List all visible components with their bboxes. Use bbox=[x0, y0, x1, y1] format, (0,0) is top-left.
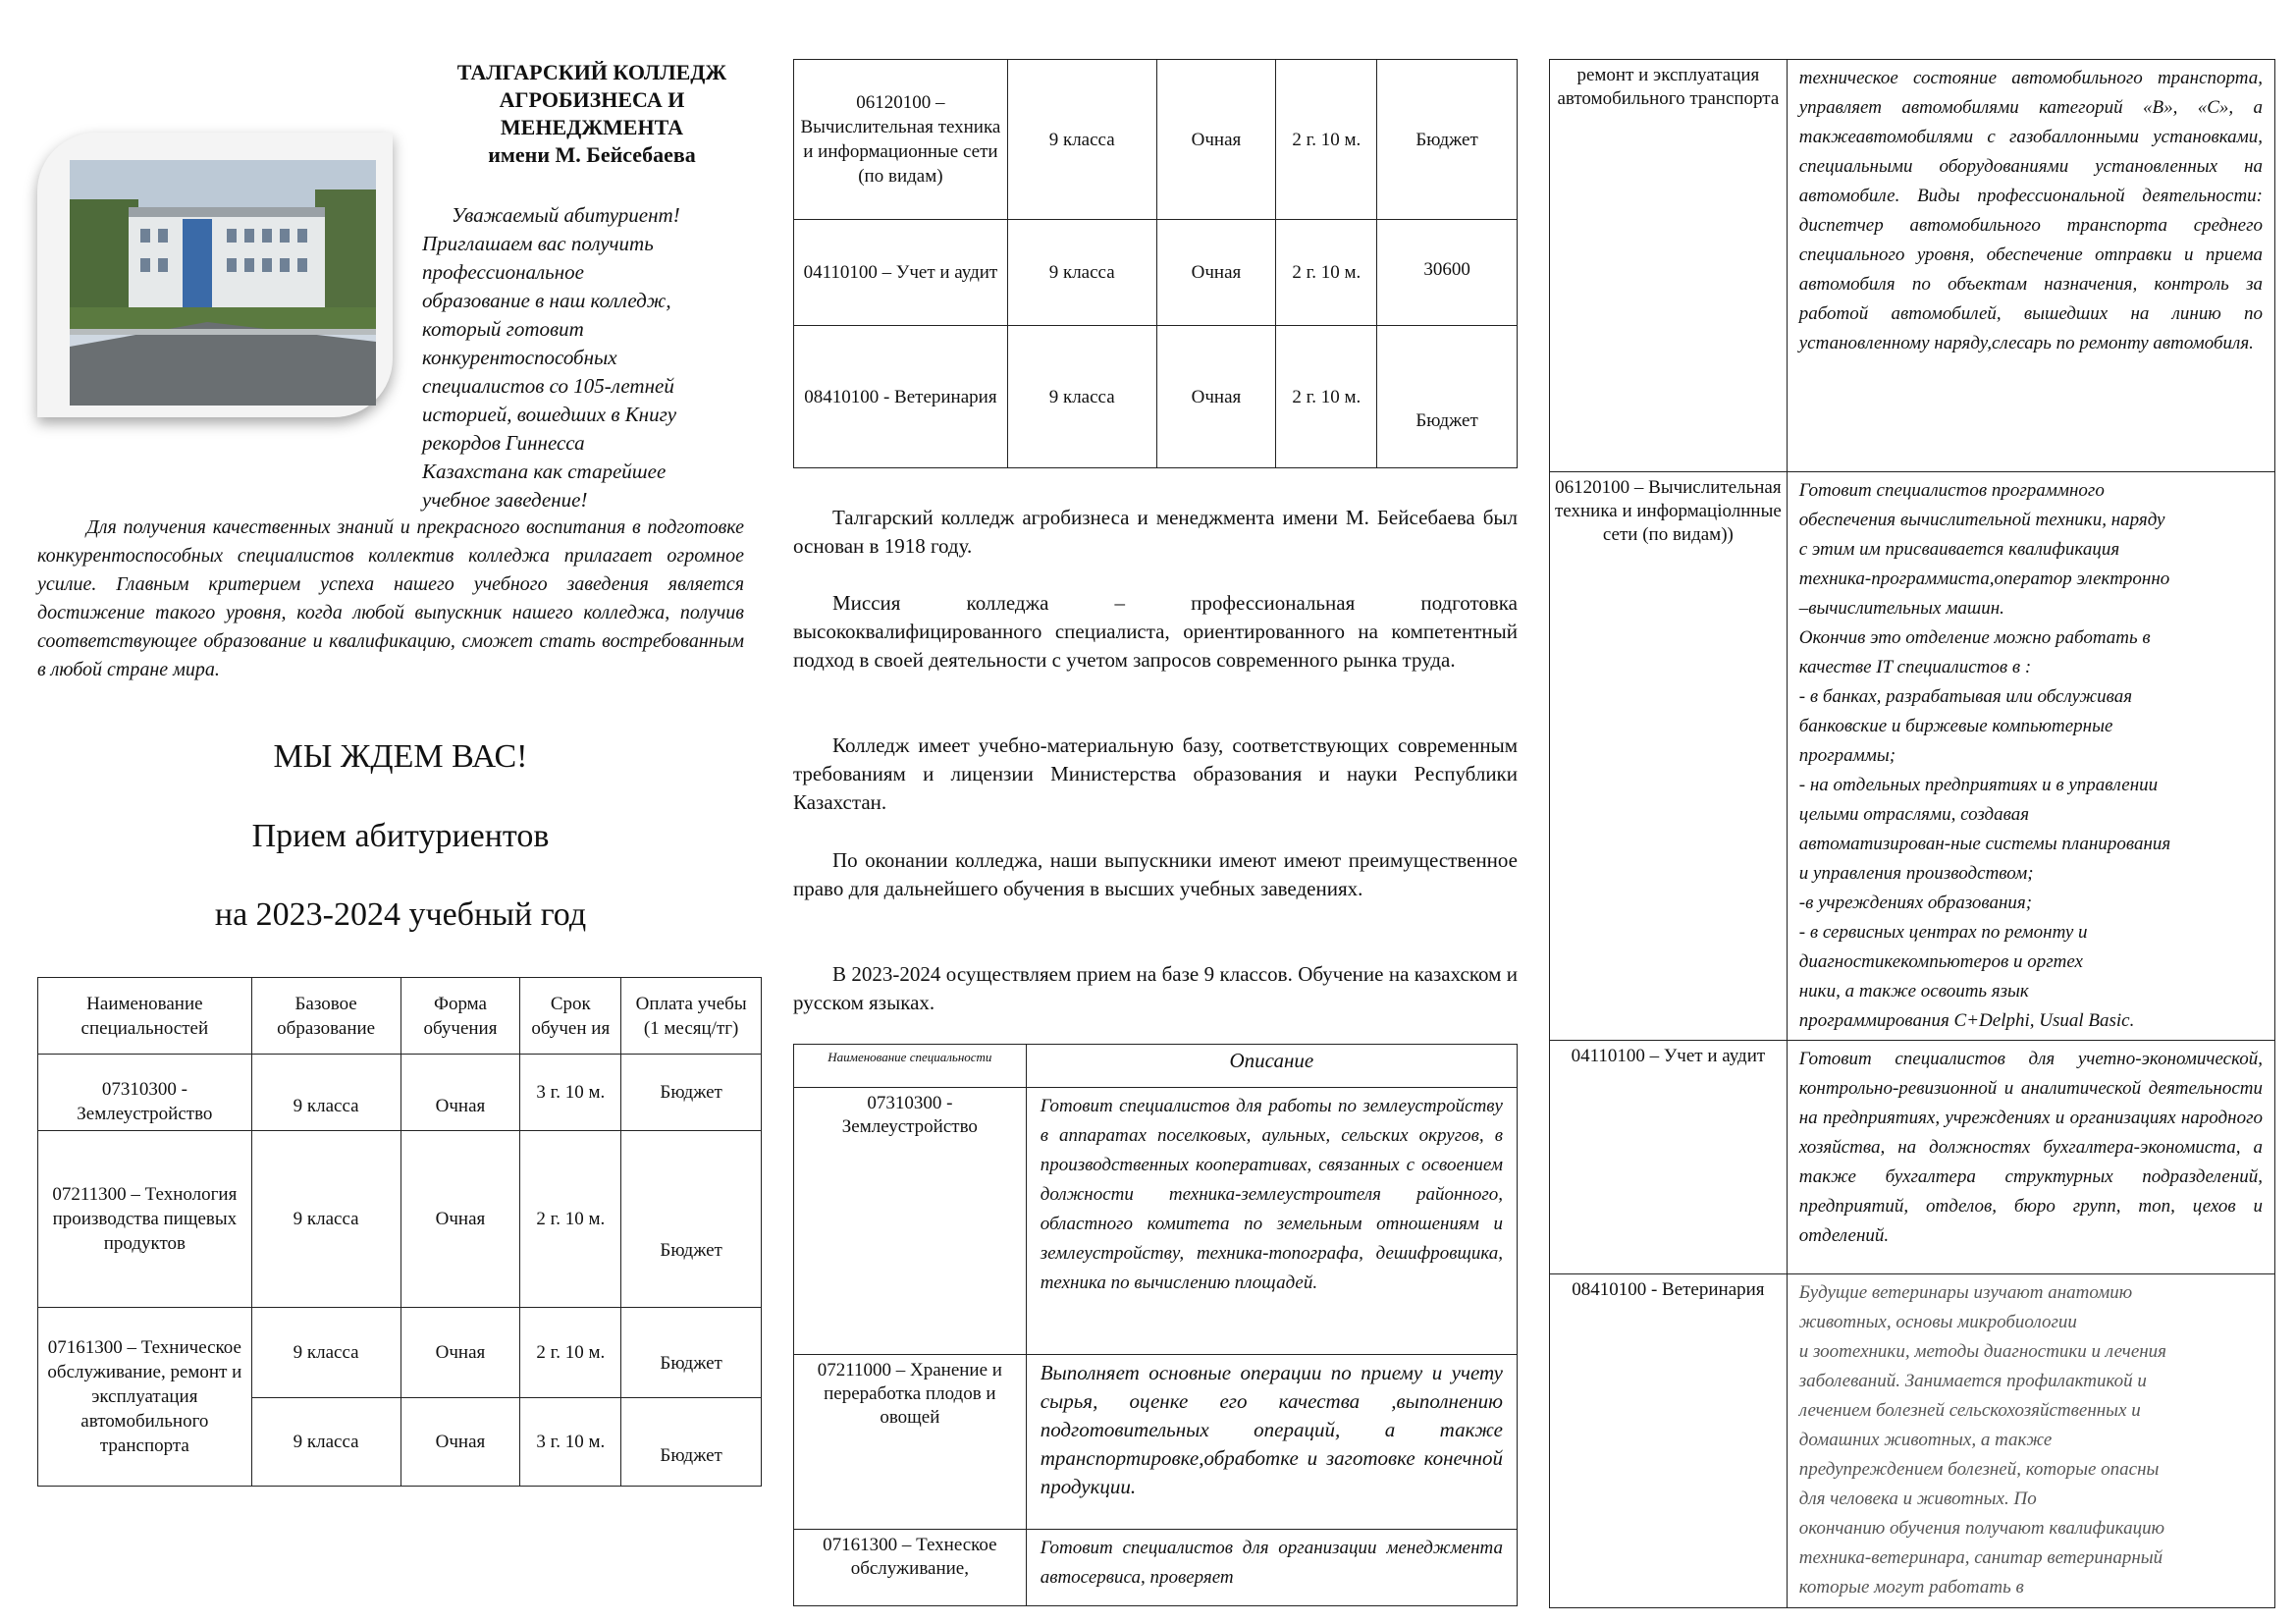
table-row: 07310300 - Землеустройство Готовит специалистов для работы по землеустройству в аппаратах поселковых, аульных, сельских округов, в производственных кооперативах, связанных с освоением должности техника-землеустроителя районного, областного комитета по земельным отношениям и землеустройству, техника-топографа, дешифровщика, техника по вычислению площадей. bbox=[794, 1088, 1518, 1355]
enrollment-paragraph: В 2023-2024 осуществляем прием на базе 9 классов. Обучение на казахском и русском языках. bbox=[793, 962, 1518, 1014]
table-row: 04110100 – Учет и аудит Готовит специалистов для учетно-экономической, контрольно-ревизионной и аналитической деятельности на предприятиях, учреждениях и организациях народного хозяйства, на должностях бухгалтера-экономиста, а также бухгалтера структурных подразделений, предприятий, отделов, бюро групп, топ, цехов и отделений. bbox=[1550, 1041, 2275, 1274]
table-row: 04110100 – Учет и аудит 9 класса Очная 2 г. 10 м. 30600 bbox=[794, 220, 1518, 326]
table-row: ремонт и эксплуатация автомобильного транспорта техническое состояние автомобильного транспорта, управляет автомобилями категорий «В», «С», а такжеавтомобилями с газобаллонными установками, специальными оборудованиями установленных на автомобиле. Виды профессиональной деятельности: диспетчер автомобильного транспорта среднего специального уровня, обеспечение отправки и приема автомобиля по объектам назначения, контроль за работой автомобилей, вышедших на линию по установленному наряду,слесарь по ремонту автомобиля. bbox=[1550, 60, 2275, 472]
specialty-descriptions-table-continued bbox=[1549, 59, 2275, 1608]
table-row: 07161300 – Техническое обслуживание, ремонт и эксплуатация автомобильного транспорта 9 класса Очная 2 г. 10 м. Бюджет bbox=[38, 1308, 762, 1398]
table-header-row bbox=[38, 978, 762, 1055]
header-payment: Оплата учебы (1 месяц/тг) bbox=[621, 978, 762, 1055]
header-study-form: Форма обучения bbox=[400, 978, 520, 1055]
founding-paragraph: Талгарский колледж агробизнеса и менеджмента имени М. Бейсебаева был основан в 1918 году. bbox=[793, 506, 1518, 558]
header-specialty-name: Наименование специальности bbox=[794, 1045, 1027, 1088]
table-row: 07211300 – Технология производства пищевых продуктов 9 класса Очная 2 г. 10 м. Бюджет bbox=[38, 1131, 762, 1308]
specialty-descriptions-table bbox=[793, 1044, 1518, 1606]
table-row: 06120100 – Вычислительная техника и информационные сети (по видам) 9 класса Очная 2 г. 10 м. Бюджет bbox=[794, 60, 1518, 220]
we-wait-heading: МЫ ЖДЕМ ВАС! bbox=[273, 738, 528, 775]
table-row: 08410100 - Ветеринария Будущие ветеринары изучают анатомию животных, основы микробиологии и зоотехники, методы диагностики и лечения заболеваний. Занимается профилактикой и лечением болезней сельскохозяйственных и домашних животных, а также предупреждением болезней, которые опасны для человека и животных. По окончанию обучения получают квалификацию техника-ветеринара, санитар ветеринарный которые могут работать в bbox=[1550, 1274, 2275, 1608]
specialties-table bbox=[37, 977, 762, 1487]
mission-paragraph: Миссия колледжа – профессиональная подготовка высококвалифицированного специалиста, ориентированного на компетентный подход в своей деятельности с учетом запросов современного рынка труда. bbox=[793, 591, 1518, 672]
graduates-paragraph: По оконании колледжа, наши выпускники имеют имеют преимущественное право для дальнейшего обучения в высших учебных заведениях. bbox=[793, 848, 1518, 900]
academic-year-heading: на 2023-2024 учебный год bbox=[214, 896, 587, 933]
header-duration: Срок обучен ия bbox=[520, 978, 621, 1055]
admission-heading: Прием абитуриентов bbox=[251, 818, 550, 854]
table-row: 07161300 – Технеское обслуживание, Готовит специалистов для организации менеджмента автосервиса, проверяет bbox=[794, 1530, 1518, 1606]
facilities-paragraph: Колледж имеет учебно-материальную базу, соответствующих современным требованиям и лицензии Министерства образования и науки Республики Казахстан. bbox=[793, 733, 1518, 814]
column-left bbox=[37, 0, 764, 1624]
column-right bbox=[1549, 0, 2275, 1624]
table-row: 07310300 - Землеустройство 9 класса Очная 3 г. 10 м. Бюджет bbox=[38, 1055, 762, 1131]
college-building-image bbox=[70, 160, 376, 406]
table-row: 06120100 – Вычислительная техника и информацiолнные сети (по видам)) Готовит специалистов программного обеспечения вычислительной техники, наряду с этим им присваивается квалификация техника-программиста,оператор электронно –вычислительных машин. Окончив это отделение можно работать в качестве IT специалистов в : - в банках, разрабатывая или обслуживая банковские и биржевые компьютерные программы; - на отдельных предприятиях и в управлении целыми отраслями, создавая автоматизирован-ные системы планирования и управления производством; -в учреждениях образования; - в сервисных центрах по ремонту и диагностикекомпьютеров и оргтех ники, а также освоить язык программирования C+Delphi, Usual Basic. bbox=[1550, 472, 2275, 1041]
table-row: 07211000 – Хранение и переработка плодов и овощей Выполняет основные операции по приему и учету сырья, оценке его качества ,выполнению подготовительных операций, а также транспортировке,обработке и заготовке конечной продукции. bbox=[794, 1355, 1518, 1530]
college-title: ТАЛГАРСКИЙ КОЛЛЕДЖ АГРОБИЗНЕСА И МЕНЕДЖМЕНТА имени М. Бейсебаева bbox=[456, 60, 727, 167]
header-description: Описание bbox=[1026, 1045, 1517, 1088]
table-row: 08410100 - Ветеринария 9 класса Очная 2 г. 10 м. Бюджет bbox=[794, 326, 1518, 468]
table-row: 9 класса Очная 3 г. 10 м. Бюджет bbox=[38, 1398, 762, 1487]
column-middle bbox=[793, 0, 1524, 1624]
intro-paragraph: Для получения качественных знаний и прекрасного воспитания в подготовке конкурентоспособных специалистов коллектив колледжа прилагает огромное усилие. Главным критерием успеха нашего учебного заведения является достижение такого уровня, когда любой выпускник нашего колледжа, получив соответствующее образование и квалификацию, сможет стать востребованным в любой стране мира. bbox=[37, 516, 744, 680]
welcome-text: Уважаемый абитуриент! Приглашаем вас получить профессиональное образование в наш колледж, который готовит конкурентоспособных специалистов со 105-летней историей, вошедших в Книгу рекордов Гиннесса Казахстана как старейшее учебное заведение! bbox=[422, 203, 680, 512]
specialties-table-continued bbox=[793, 59, 1518, 468]
college-photo bbox=[37, 133, 393, 417]
header-base-education: Базовое образование bbox=[251, 978, 400, 1055]
header-specialty: Наименование специальностей bbox=[38, 978, 252, 1055]
table-header-row bbox=[794, 1045, 1518, 1088]
